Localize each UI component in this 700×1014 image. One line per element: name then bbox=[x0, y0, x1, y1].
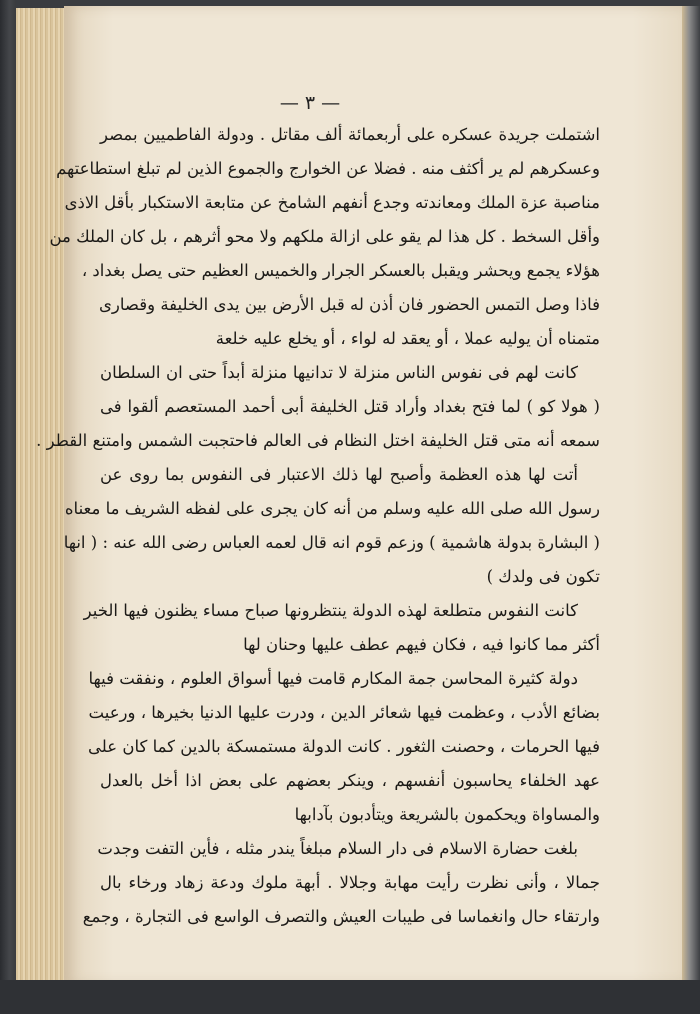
text-line: دولة كثيرة المحاسن جمة المكارم قامت فيها أسواق العلوم ، ونفقت فيها bbox=[88, 669, 578, 688]
text-line: والمساواة ويحكمون بالشريعة ويتأدبون بآدابها bbox=[294, 805, 600, 824]
text-line: ( البشارة بدولة هاشمية ) وزعم قوم انه قال لعمه العباس رضى الله عنه : ( انها bbox=[63, 533, 600, 552]
body-text bbox=[36, 118, 600, 934]
text-line: جمالا ، وأنى نظرت رأيت مهابة وجلالا . أبهة ملوك ودعة زهاد ورخاء بال bbox=[100, 873, 600, 892]
text-line: تكون فى ولدك ) bbox=[486, 567, 600, 586]
book-cover-right-edge bbox=[682, 6, 700, 984]
text-line: رسول الله صلى الله عليه وسلم من أنه كان يجرى على لفظه الشريف ما معناه bbox=[64, 499, 600, 518]
text-line: ( هولا كو ) لما فتح بغداد وأراد قتل الخليفة أبى أحمد المستعصم ألقوا فى bbox=[100, 397, 600, 416]
text-line: فيها الحرمات ، وحصنت الثغور . كانت الدولة مستمسكة بالدين كما كان على bbox=[88, 737, 600, 756]
text-line: وأقل السخط . كل هذا لم يقو على ازالة ملكهم ولا محو أثرهم ، بل كان الملك من bbox=[49, 227, 600, 246]
text-line: اشتملت جريدة عسكره على أربعمائة ألف مقاتل . ودولة الفاطميين بمصر bbox=[100, 125, 600, 144]
page-number: — ٣ — bbox=[279, 92, 341, 114]
text-line: أكثر مما كانوا فيه ، فكان فيهم عطف عليها وحنان لها bbox=[243, 635, 600, 654]
text-line: مناصبة عزة الملك ومعاندته وجدع أنفهم الشامخ عن متابعة الاستكبار بأقل الاذى bbox=[64, 193, 600, 212]
text-line: بضائع الأدب ، وعظمت فيها شعائر الدين ، ودرت عليها الدنيا بخيرها ، ورعيت bbox=[88, 703, 600, 722]
text-line: سمعه أنه متى قتل الخليفة اختل النظام فى العالم فاحتجبت الشمس وامتنع القطر . bbox=[36, 431, 600, 450]
book-cover-bottom bbox=[0, 980, 700, 1014]
text-line: بلغت حضارة الاسلام فى دار السلام مبلغاً يندر مثله ، فأين التفت وجدت bbox=[97, 839, 578, 858]
text-line: متمناه أن يوليه عملا ، أو يعقد له لواء ، أو يخلع عليه خلعة bbox=[215, 329, 600, 348]
text-line: أتت لها هذه العظمة وأصبح لها ذلك الاعتبار فى النفوس بما روى عن bbox=[100, 465, 578, 484]
text-line: كانت لهم فى نفوس الناس منزلة لا تدانيها منزلة أبداً حتى ان السلطان bbox=[100, 363, 578, 382]
text-line: كانت النفوس متطلعة لهذه الدولة ينتظرونها صباح مساء يظنون فيها الخير bbox=[83, 601, 578, 620]
book-cover-spine bbox=[0, 0, 16, 1014]
text-line: عهد الخلفاء يحاسبون أنفسهم ، وينكر بعضهم على بعض اذا أخل بالعدل bbox=[100, 771, 600, 790]
text-line: وارتقاء حال وانغماسا فى طيبات العيش والتصرف الواسع فى التجارة ، وجمع bbox=[82, 907, 600, 926]
text-line: هؤلاء يجمع ويحشر ويقبل بالعسكر الجرار والخميس العظيم حتى يصل بغداد ، bbox=[81, 261, 600, 280]
text-line: فاذا وصل التمس الحضور فان أذن له قبل الأرض بين يدى الخليفة وقصارى bbox=[99, 295, 600, 314]
text-line: وعسكرهم لم ير أكثف منه . فضلا عن الخوارج والجموع الذين لم تبلغ استطاعتهم bbox=[56, 159, 600, 178]
